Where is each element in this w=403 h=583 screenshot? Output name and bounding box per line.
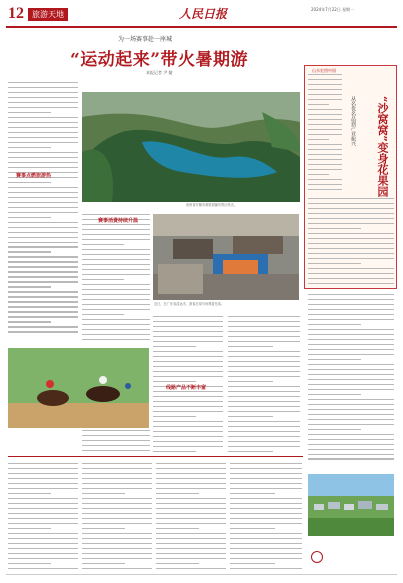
subhead-3: 赛事消费持续升温	[98, 218, 139, 224]
box-column-3	[156, 463, 226, 575]
subhead-1: 赛事点燃旅游热	[16, 173, 52, 179]
page-number: 12	[8, 5, 24, 22]
subhead-2: 线路产品不断丰富	[166, 385, 207, 391]
box-column-1	[8, 463, 78, 575]
sidebar-body-main	[308, 294, 394, 464]
body-column-4	[228, 316, 300, 456]
sidebar-body-top	[308, 198, 394, 288]
landscape-photo	[82, 92, 300, 202]
horse-racing-photo-image	[8, 348, 149, 428]
article-headline: “运动起来”带火暑期游	[70, 50, 249, 70]
sidebar-lead-text	[308, 74, 342, 194]
page-header	[6, 4, 397, 28]
bottom-commentary-box	[8, 456, 303, 576]
sidebar-subtitle: 从名优名品到产业振兴	[350, 96, 356, 146]
body-column-5	[82, 430, 150, 454]
village-aerial-photo-image	[308, 474, 394, 536]
landscape-photo-image	[82, 92, 300, 202]
issue-date: 2024年7月22日 星期一	[311, 7, 355, 12]
section-label: 旅游天地	[28, 8, 68, 21]
photo-caption-2: 近日，在广东省清远市，游客在赛马场观看比赛。	[154, 302, 225, 306]
box-column-2	[82, 463, 152, 575]
box-column-4	[230, 463, 302, 575]
body-column-1	[8, 82, 78, 340]
stadium-photo	[153, 214, 299, 300]
body-column-2	[82, 214, 150, 344]
horse-racing-photo	[8, 348, 149, 428]
newspaper-page	[6, 4, 397, 579]
village-aerial-photo	[308, 474, 394, 536]
article-byline: 本报记者 尹 婕	[146, 70, 173, 75]
stadium-photo-image	[153, 214, 299, 300]
qr-badge-icon	[311, 551, 323, 563]
masthead-logo: 人民日报	[179, 7, 228, 21]
sidebar-tag: 山水宏图中国	[312, 68, 336, 73]
article-kicker: 为一场赛事赴一座城	[118, 37, 173, 43]
photo-caption-1: 贵州省安顺市黄果树瀑布景区风光。	[186, 203, 237, 207]
page-footer	[6, 574, 397, 579]
sidebar-title: “沙窝窝”变身花果园	[376, 96, 389, 197]
